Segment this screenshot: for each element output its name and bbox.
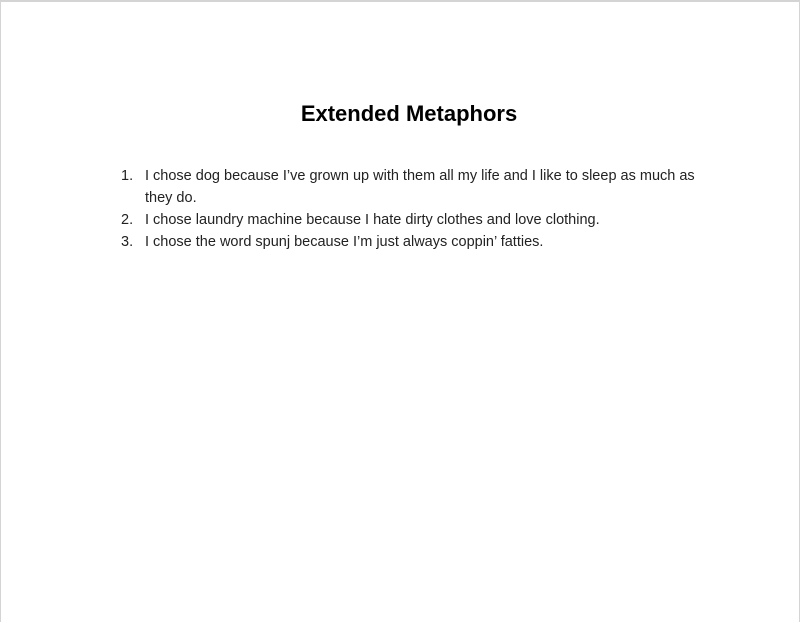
list-item [121,231,720,253]
list-item [121,165,720,209]
list-item-number: 1. [121,168,134,184]
list-item-text: I chose dog because I’ve grown up with them all my life and I like to sleep as much as they do. [145,168,695,206]
list-item-number: 2. [121,212,134,228]
list-item-text: I chose the word spunj because I’m just always coppin’ fatties. [145,234,544,250]
list-item-text: I chose laundry machine because I hate dirty clothes and love clothing. [145,212,600,228]
metaphor-list [121,165,720,253]
list-item [121,209,720,231]
list-item-number: 3. [121,234,134,250]
document-title: Extended Metaphors [300,101,518,126]
